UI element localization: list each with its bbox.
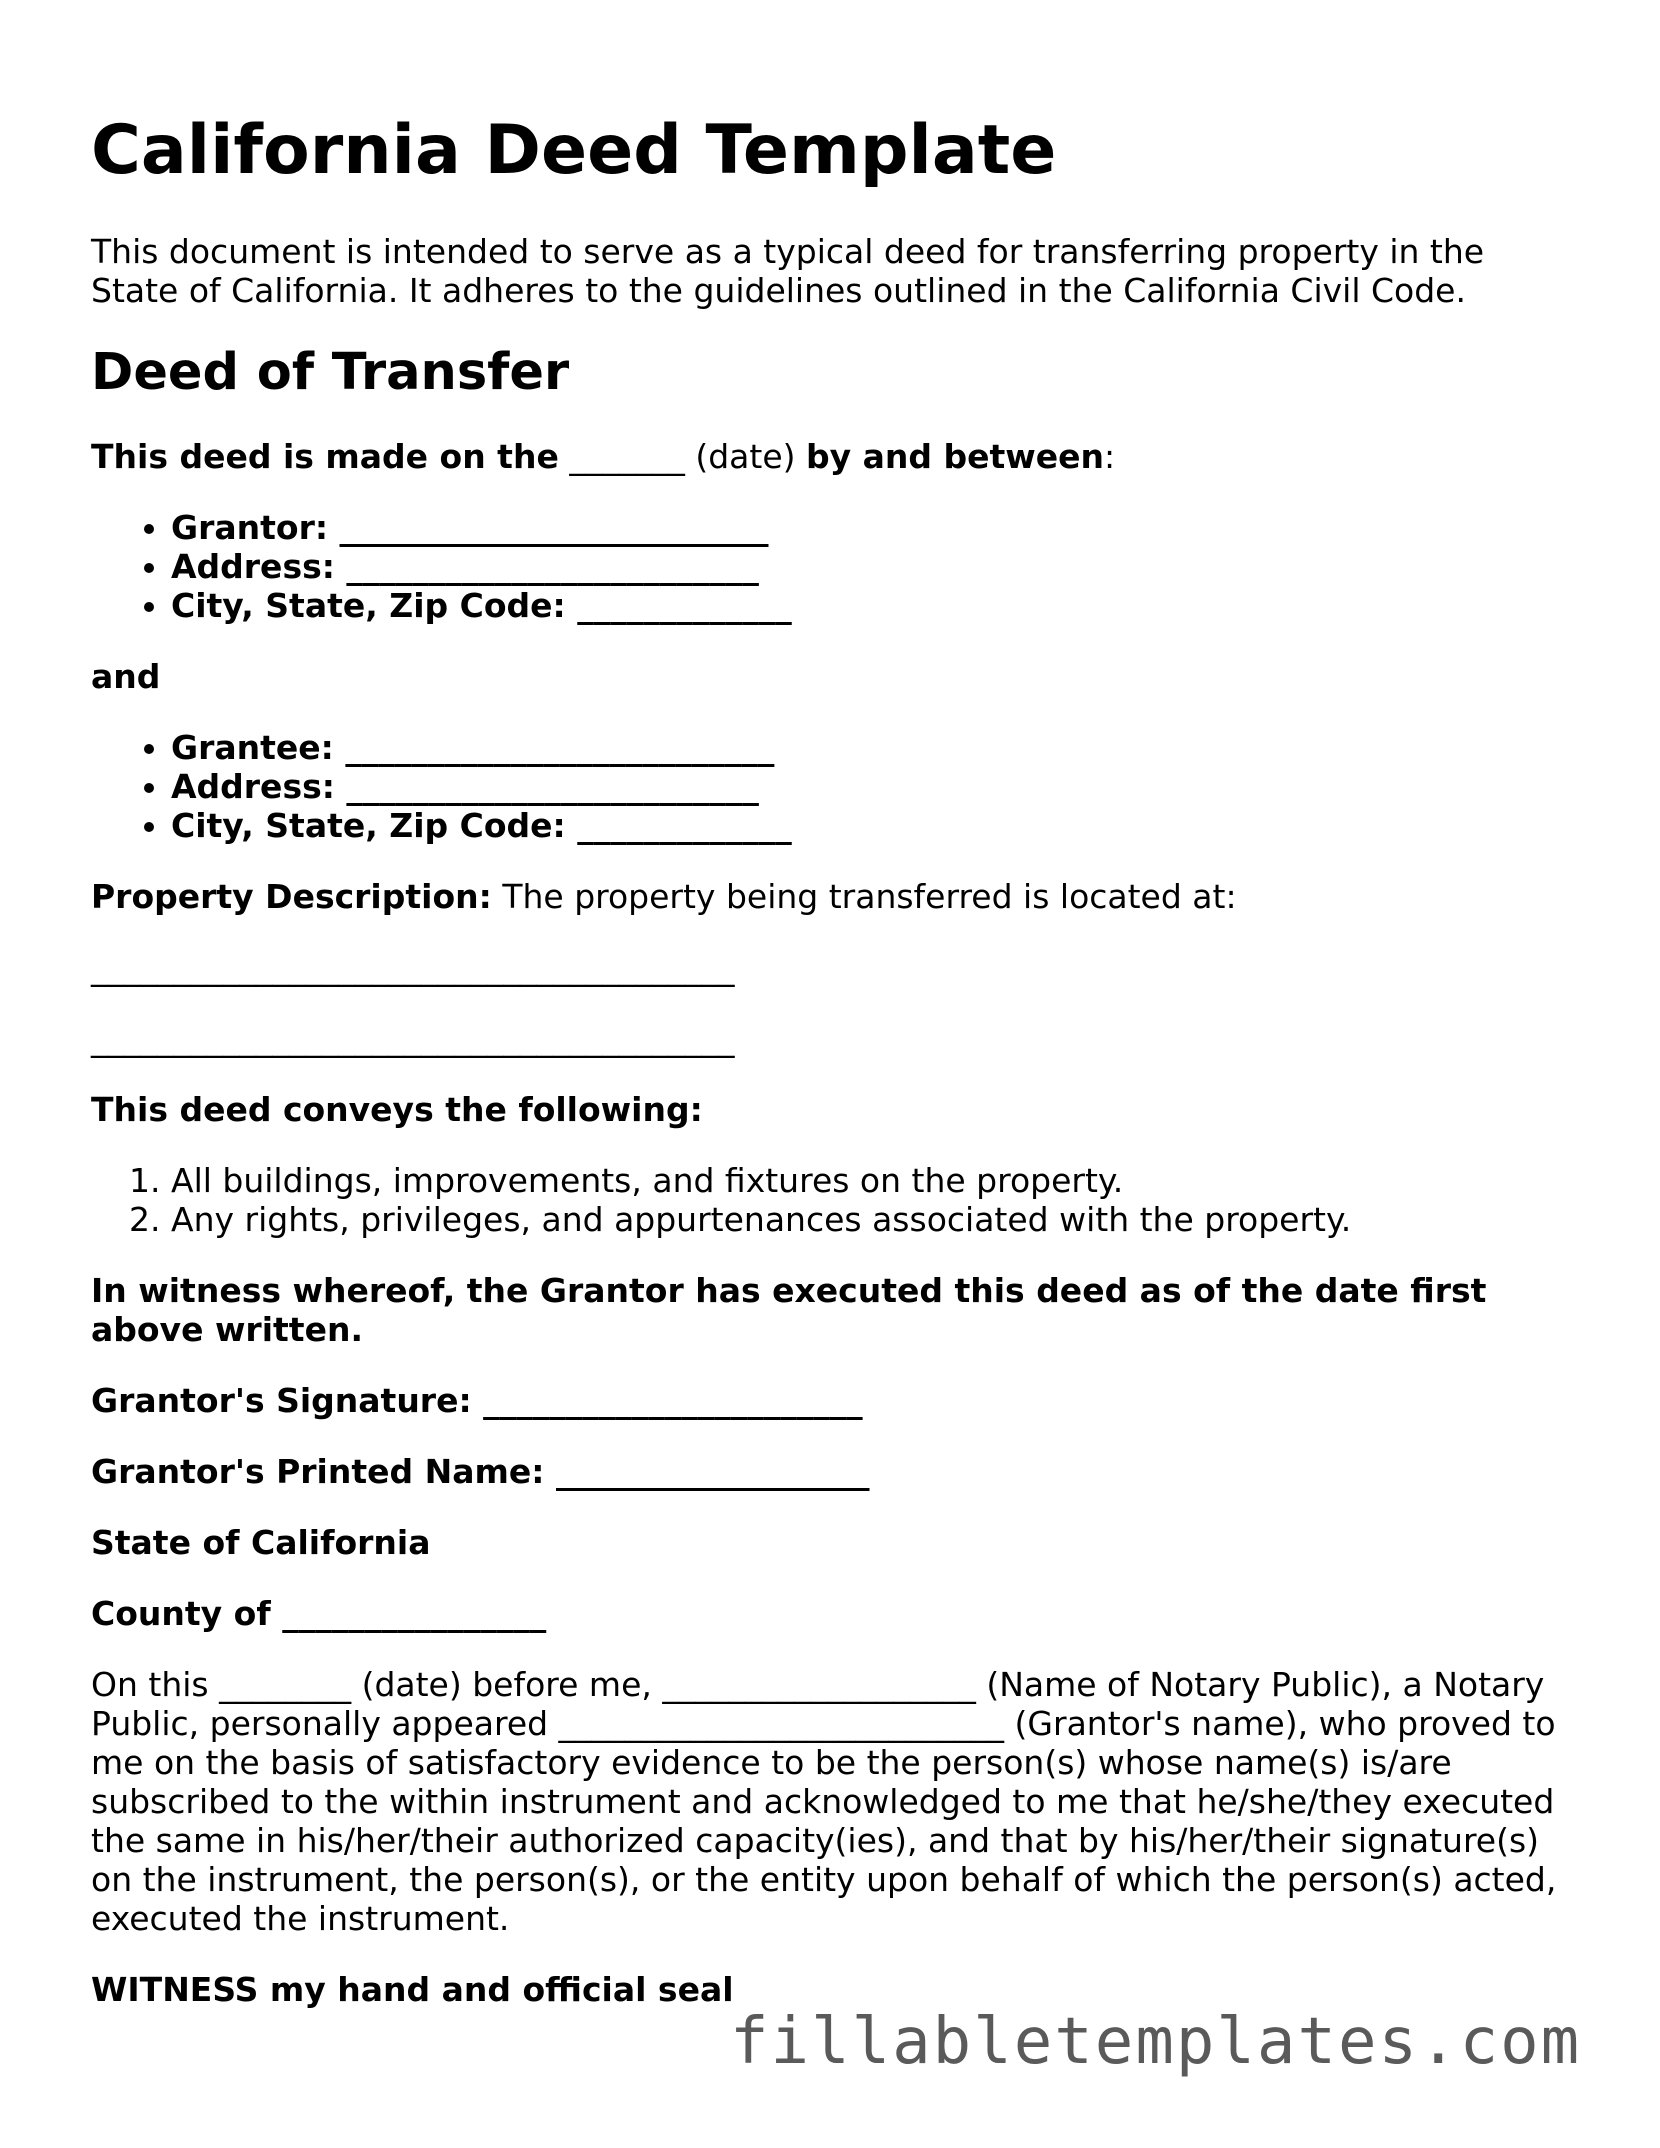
grantor-city-label: City, State, Zip Code: <box>171 585 566 625</box>
state-line: State of California <box>91 1522 431 1562</box>
list-item: 1. All buildings, improvements, and fixtures on the property. <box>171 1161 1571 1200</box>
list-item: 2. Any rights, privileges, and appurtenances associated with the property. <box>171 1200 1571 1239</box>
conveys-heading: This deed conveys the following: <box>91 1089 703 1129</box>
date-blank[interactable]: _______ <box>569 436 685 476</box>
grantor-label: Grantor: <box>171 507 329 547</box>
witness-statement: In witness whereof, the Grantor has executed this deed as of the date first above written. <box>91 1270 1487 1349</box>
notary-paragraph: On this ________ (date) before me, ___________________ (Name of Notary Public), a Notary Public, personally appeared ___________________________ (Grantor's name), who proved to me on the basis of satisfactory evidence to be the person(s) whose name(s) is/are subscribed to the within instrument and acknowledged to me that he/she/they executed the same in his/her/their authorized capacity(ies), and that by his/her/their signature(s) on the instrument, the person(s), or the entity upon behalf of which the person(s) acted, executed the instrument. <box>91 1664 1557 1938</box>
county-blank[interactable]: ________________ <box>282 1593 547 1633</box>
grantee-blank[interactable]: __________________________ <box>345 727 775 767</box>
conveys-list <box>91 1161 1571 1239</box>
grantor-address-blank[interactable]: _________________________ <box>346 546 759 586</box>
and-text: and <box>91 656 161 696</box>
by-and-between-text: by and between <box>806 436 1105 476</box>
made-on-bold-text: This deed is made on the <box>91 436 559 476</box>
grantor-signature-line <box>91 1381 1571 1420</box>
grantee-city-label: City, State, Zip Code: <box>171 805 566 845</box>
document-title: California Deed Template <box>91 111 1057 190</box>
intro-paragraph: This document is intended to serve as a typical deed for transferring property in the State of California. It adheres to the guidelines outlined in the California Civil Code. <box>91 231 1485 310</box>
grantee-address-blank[interactable]: _________________________ <box>346 766 759 806</box>
made-on-line <box>91 437 1571 476</box>
watermark: fillabletemplates.com <box>730 2005 1582 2079</box>
grantor-blank[interactable]: __________________________ <box>339 507 769 547</box>
list-item <box>171 728 1571 767</box>
grantor-city-blank[interactable]: _____________ <box>577 585 792 625</box>
county-line <box>91 1594 1571 1633</box>
county-label: County of <box>91 1593 271 1633</box>
grantee-list <box>91 728 1571 845</box>
grantor-signature-blank[interactable]: _______________________ <box>483 1380 863 1420</box>
grantor-address-label: Address: <box>171 546 335 586</box>
grantee-city-blank[interactable]: _____________ <box>577 805 792 845</box>
date-hint: (date) <box>695 436 796 476</box>
grantor-printed-name-label: Grantor's Printed Name: <box>91 1451 545 1491</box>
grantor-list <box>91 508 1571 625</box>
witness-seal-line: WITNESS my hand and official seal <box>91 1969 734 2009</box>
colon: : <box>1104 436 1116 476</box>
document-page <box>91 110 1571 2041</box>
property-text: The property being transferred is located at: <box>502 876 1237 916</box>
grantor-printed-name-blank[interactable]: ___________________ <box>555 1451 870 1491</box>
property-line-1[interactable]: _______________________________________ <box>91 947 735 987</box>
grantor-signature-label: Grantor's Signature: <box>91 1380 472 1420</box>
list-item <box>171 547 1571 586</box>
list-item <box>171 806 1571 845</box>
property-description <box>91 877 1571 916</box>
property-line-2[interactable]: _______________________________________ <box>91 1018 735 1058</box>
grantee-label: Grantee: <box>171 727 334 767</box>
grantee-address-label: Address: <box>171 766 335 806</box>
list-item <box>171 767 1571 806</box>
section-heading: Deed of Transfer <box>91 342 570 402</box>
list-item <box>171 586 1571 625</box>
grantor-printed-name-line <box>91 1452 1571 1491</box>
list-item <box>171 508 1571 547</box>
property-label: Property Description: <box>91 876 492 916</box>
